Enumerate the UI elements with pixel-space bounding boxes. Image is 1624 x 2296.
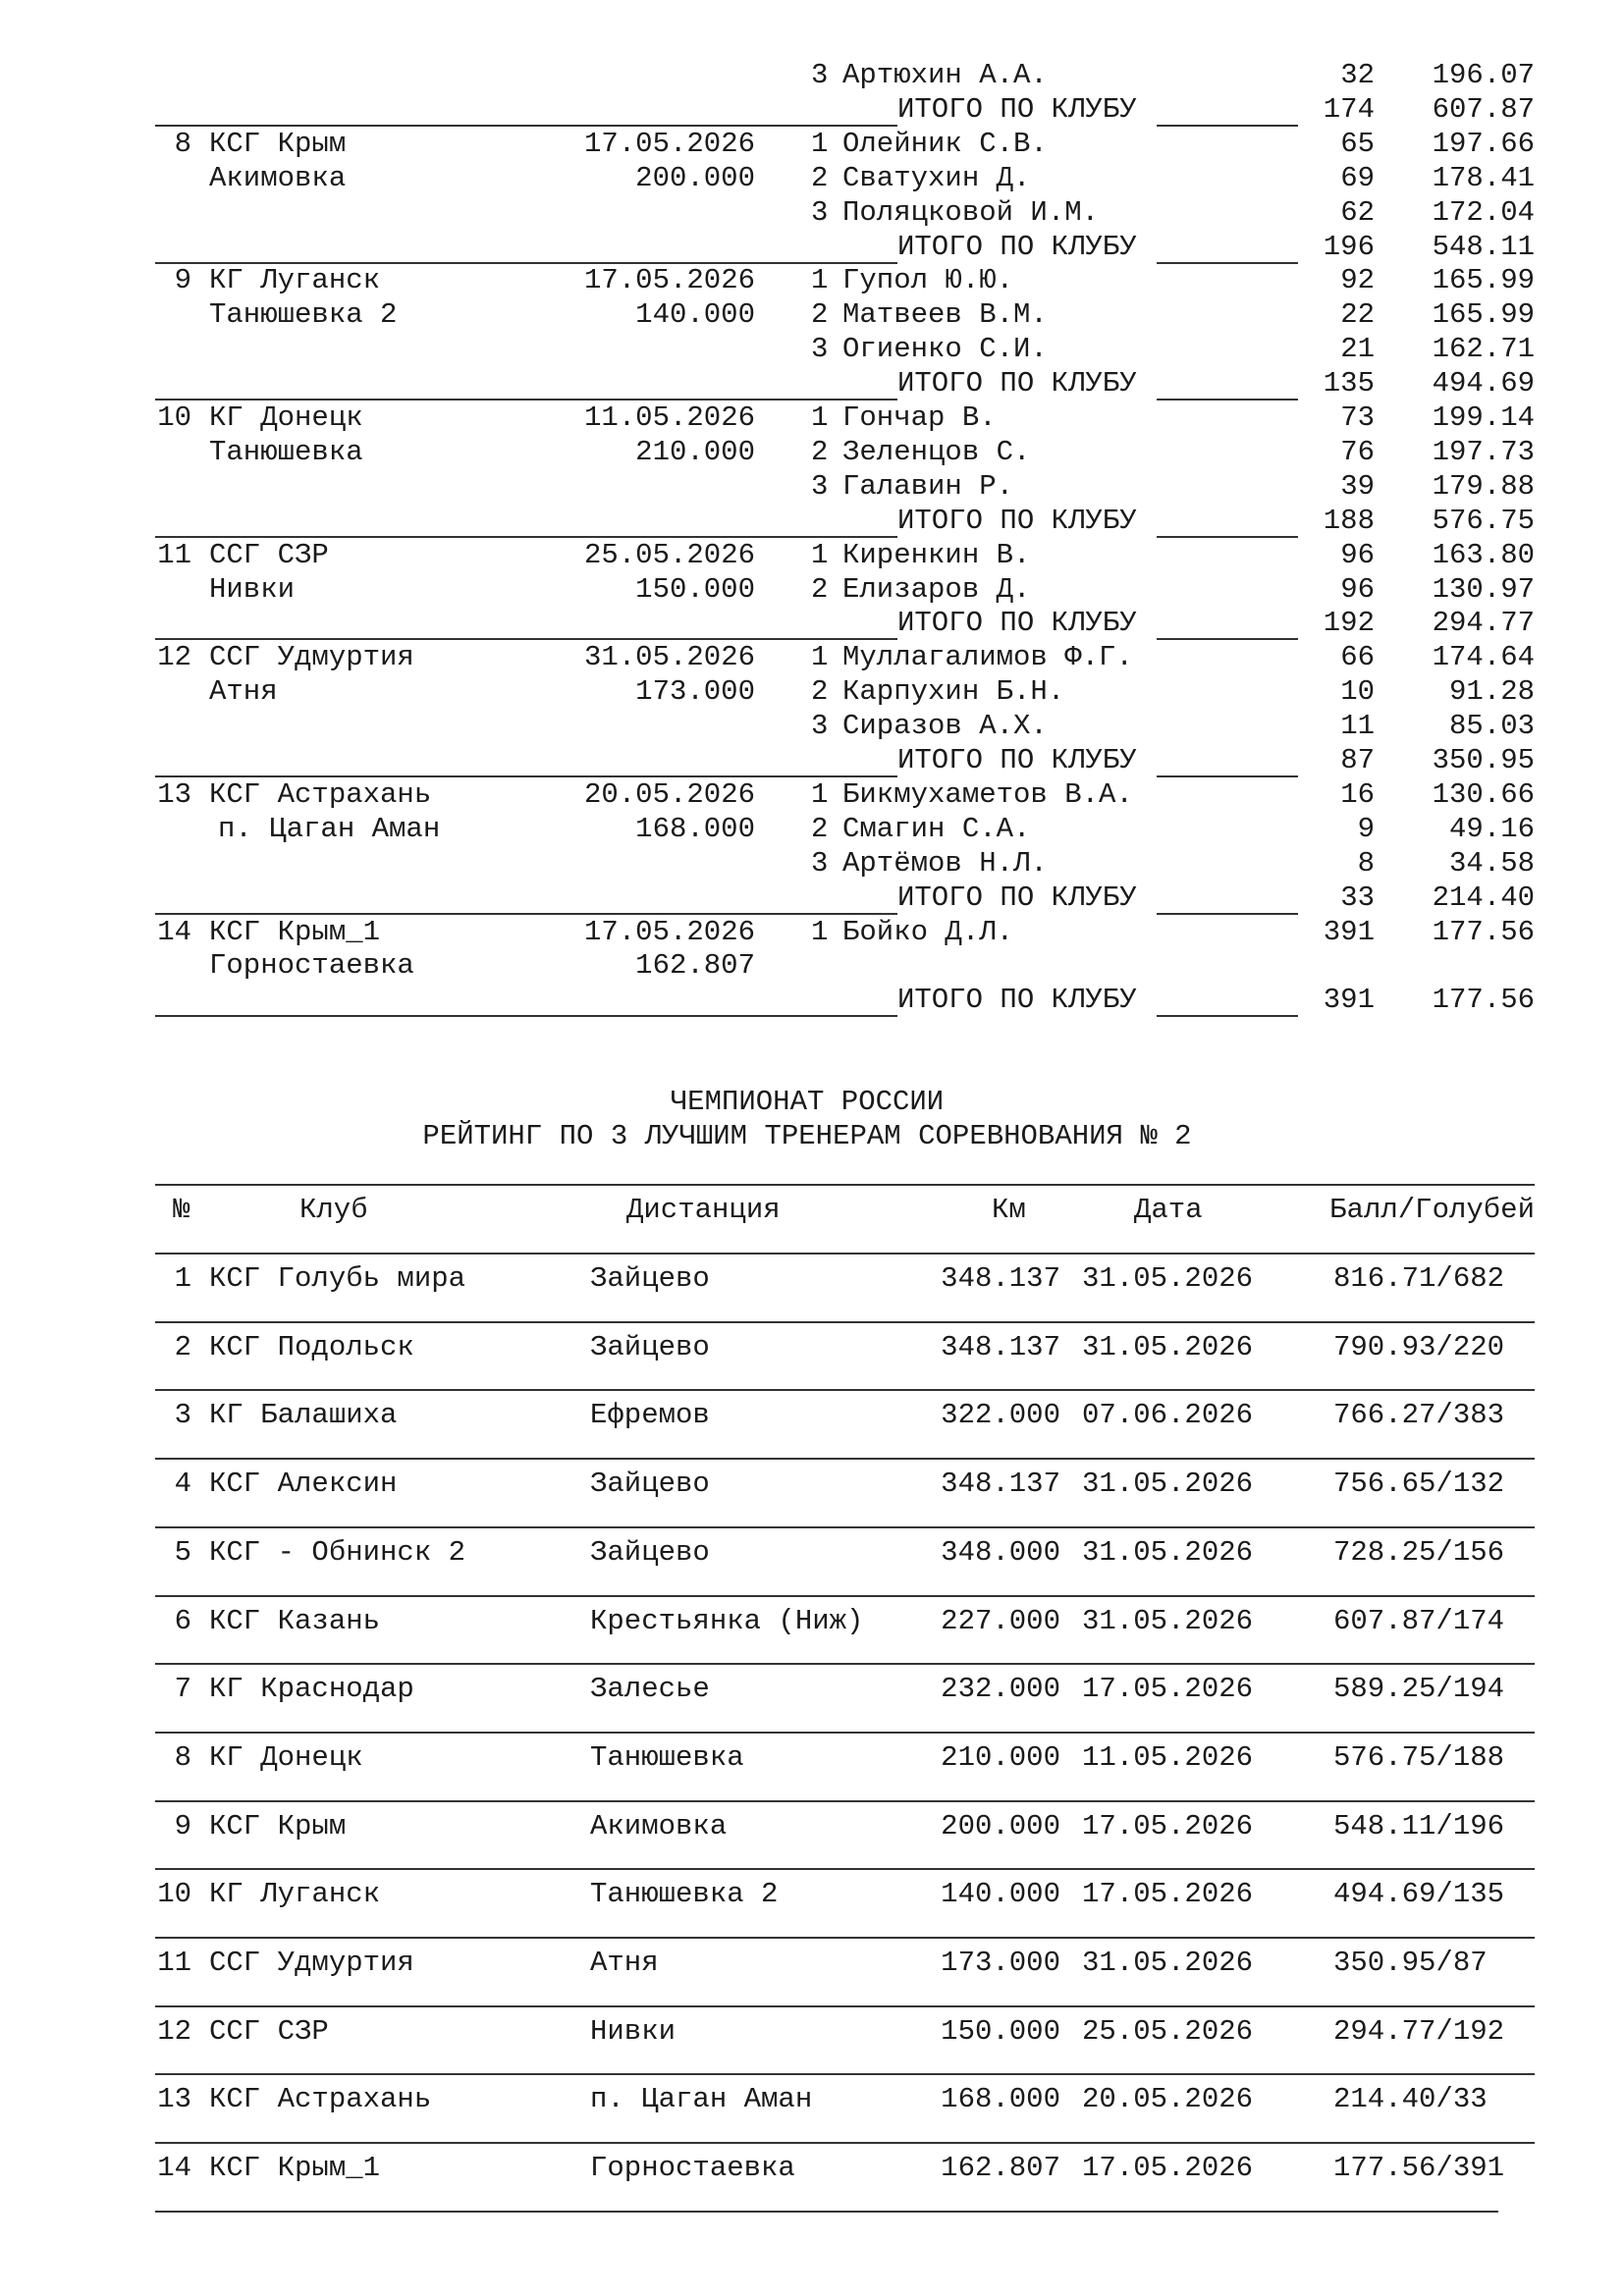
total-underline-right [1157, 399, 1298, 400]
total-underline-left [155, 125, 897, 127]
member-name: Муллагалимов Ф.Г. [842, 641, 1133, 674]
total-underline-left [155, 638, 897, 640]
rank-km: 322.000 [941, 1399, 1060, 1432]
rank-number: 2 [174, 1330, 191, 1363]
member-birds: 96 [1340, 572, 1375, 606]
ranking-row-rule [155, 1253, 1535, 1255]
rank-club: КСГ - Обнинск 2 [209, 1535, 466, 1569]
club-total-label: ИТОГО ПО КЛУБУ [897, 504, 1137, 537]
rank-date: 11.05.2026 [1082, 1740, 1254, 1774]
rank-score: 756.65/132 [1333, 1468, 1505, 1501]
rank-number: 1 [174, 1262, 191, 1295]
block-location: Танюшевка 2 [209, 298, 398, 332]
rank-date: 17.05.2026 [1082, 1809, 1254, 1842]
block-km: 168.000 [635, 812, 755, 845]
member-name: Гупол Ю.Ю. [842, 264, 1014, 297]
rank-distance: Нивки [590, 2014, 677, 2048]
member-score: 177.56 [1432, 915, 1535, 948]
rank-score: 790.93/220 [1333, 1330, 1505, 1363]
ranking-row-rule [155, 2073, 1535, 2075]
rank-date: 17.05.2026 [1082, 1878, 1254, 1911]
member-birds: 9 [1357, 812, 1375, 845]
rank-date: 31.05.2026 [1082, 1262, 1254, 1295]
club-total-birds: 33 [1340, 881, 1375, 914]
rank-km: 200.000 [941, 1809, 1060, 1842]
rank-date: 31.05.2026 [1082, 1604, 1254, 1637]
member-place: 2 [811, 435, 829, 468]
club-total-score: 294.77 [1432, 607, 1535, 640]
block-location: Танюшевка [209, 435, 363, 468]
member-birds: 22 [1340, 298, 1375, 332]
rank-club: КСГ Крым [209, 1809, 347, 1842]
ranking-row-rule [155, 2005, 1535, 2007]
club-total-score: 214.40 [1432, 881, 1535, 914]
total-underline-left [155, 399, 897, 400]
ranking-top-rule [155, 1184, 1535, 1186]
member-name: Бойко Д.Л. [842, 915, 1014, 948]
club-total-label: ИТОГО ПО КЛУБУ [897, 881, 1137, 914]
rank-score: 816.71/682 [1333, 1262, 1505, 1295]
club-total-score: 177.56 [1432, 984, 1535, 1017]
rank-number: 3 [174, 1399, 191, 1432]
member-score: 91.28 [1448, 675, 1535, 709]
ranking-row-rule [155, 1937, 1535, 1939]
member-birds: 391 [1323, 915, 1375, 948]
member-birds: 39 [1340, 469, 1375, 503]
total-underline-right [1157, 638, 1298, 640]
ranking-row-rule [155, 1458, 1535, 1460]
block-location: п. Цаган Аман [218, 812, 441, 845]
block-club-name: ССГ Удмуртия [209, 641, 414, 674]
rank-club: КГ Краснодар [209, 1673, 414, 1706]
ranking-row-rule [155, 1595, 1535, 1597]
member-score: 179.88 [1432, 469, 1535, 503]
member-place: 3 [811, 195, 829, 229]
rank-number: 11 [157, 1947, 191, 1979]
member-birds: 73 [1340, 401, 1375, 434]
total-underline-right [1157, 536, 1298, 538]
member-name: Галавин Р. [842, 469, 1014, 503]
rank-club: КСГ Казань [209, 1604, 381, 1637]
rank-club: КГ Балашиха [209, 1399, 398, 1432]
rank-distance: Зайцево [590, 1262, 710, 1295]
rank-date: 07.06.2026 [1082, 1399, 1254, 1432]
member-place: 1 [811, 641, 829, 674]
member-birds: 69 [1340, 161, 1375, 194]
member-name: Огиенко С.И. [842, 333, 1048, 366]
block-club-name: ССГ СЗР [209, 538, 329, 571]
rank-distance: Залесье [590, 1673, 710, 1706]
member-name: Артёмов Н.Л. [842, 846, 1048, 880]
member-place: 3 [811, 59, 829, 91]
member-birds: 11 [1340, 710, 1375, 743]
club-total-score: 576.75 [1432, 504, 1535, 537]
rank-distance: Танюшевка 2 [590, 1878, 779, 1911]
rank-date: 31.05.2026 [1082, 1535, 1254, 1569]
block-club-name: КГ Луганск [209, 264, 381, 297]
club-total-label: ИТОГО ПО КЛУБУ [897, 92, 1137, 126]
rank-number: 4 [174, 1468, 191, 1501]
block-club-name: КГ Донецк [209, 401, 363, 434]
block-number: 12 [157, 641, 191, 674]
block-date: 11.05.2026 [583, 401, 755, 434]
rank-club: КСГ Голубь мира [209, 1262, 466, 1295]
member-name: Бикмухаметов В.А. [842, 777, 1133, 811]
club-total-birds: 174 [1323, 92, 1375, 126]
rank-club: КСГ Подольск [209, 1330, 414, 1363]
member-score: 163.80 [1432, 538, 1535, 571]
member-name: Смагин С.А. [842, 812, 1031, 845]
total-underline-right [1157, 1015, 1298, 1017]
rank-number: 5 [174, 1535, 191, 1569]
rank-distance: Танюшевка [590, 1740, 744, 1774]
total-underline-left [155, 1015, 897, 1017]
block-date: 17.05.2026 [583, 127, 755, 160]
rank-club: КСГ Крым_1 [209, 2152, 381, 2185]
rank-club: КГ Донецк [209, 1740, 363, 1774]
member-birds: 32 [1340, 59, 1375, 91]
rank-number: 9 [174, 1809, 191, 1842]
member-score: 199.14 [1432, 401, 1535, 434]
ranking-subtitle: РЕЙТИНГ ПО 3 ЛУЧШИМ ТРЕНЕРАМ СОРЕВНОВАНИЯ № 2 [422, 1120, 1192, 1152]
rank-km: 227.000 [941, 1604, 1060, 1637]
member-place: 1 [811, 915, 829, 948]
rank-distance: Ефремов [590, 1399, 710, 1432]
member-score: 165.99 [1432, 298, 1535, 332]
ranking-row-rule [155, 1732, 1535, 1734]
rank-date: 31.05.2026 [1082, 1468, 1254, 1501]
rank-club: КСГ Астрахань [209, 2083, 432, 2116]
rank-km: 168.000 [941, 2083, 1060, 2116]
block-date: 31.05.2026 [583, 641, 755, 674]
club-total-label: ИТОГО ПО КЛУБУ [897, 230, 1137, 263]
member-score: 172.04 [1432, 195, 1535, 229]
rank-km: 210.000 [941, 1740, 1060, 1774]
rank-km: 232.000 [941, 1673, 1060, 1706]
club-total-birds: 196 [1323, 230, 1375, 263]
member-score: 34.58 [1448, 846, 1535, 880]
member-score: 196.07 [1432, 59, 1535, 91]
member-name: Олейник С.В. [842, 127, 1048, 160]
rank-date: 20.05.2026 [1082, 2083, 1254, 2116]
member-score: 85.03 [1448, 710, 1535, 743]
block-number: 14 [157, 915, 191, 948]
header-distance: Дистанция [626, 1194, 781, 1226]
total-underline-right [1157, 125, 1298, 127]
rank-date: 31.05.2026 [1082, 1947, 1254, 1979]
header-club: Клуб [299, 1194, 368, 1226]
member-score: 49.16 [1448, 812, 1535, 845]
rank-km: 150.000 [941, 2014, 1060, 2048]
block-km: 210.000 [635, 435, 755, 468]
member-score: 197.73 [1432, 435, 1535, 468]
rank-club: КСГ Алексин [209, 1468, 398, 1501]
member-place: 1 [811, 264, 829, 297]
block-km: 173.000 [635, 675, 755, 709]
rank-distance: Горностаевка [590, 2152, 795, 2185]
ranking-row-rule [155, 1526, 1535, 1528]
member-name: Матвеев В.М. [842, 298, 1048, 332]
member-name: Киренкин В. [842, 538, 1031, 571]
member-birds: 96 [1340, 538, 1375, 571]
rank-distance: п. Цаган Аман [590, 2083, 813, 2116]
club-total-score: 548.11 [1432, 230, 1535, 263]
block-km: 162.807 [635, 949, 755, 983]
member-score: 130.66 [1432, 777, 1535, 811]
member-place: 1 [811, 538, 829, 571]
block-km: 150.000 [635, 572, 755, 606]
member-score: 178.41 [1432, 161, 1535, 194]
ranking-row-rule [155, 1868, 1535, 1870]
member-birds: 65 [1340, 127, 1375, 160]
club-total-birds: 188 [1323, 504, 1375, 537]
rank-km: 173.000 [941, 1947, 1060, 1979]
rank-km: 348.000 [941, 1535, 1060, 1569]
rank-km: 348.137 [941, 1468, 1060, 1501]
rank-distance: Зайцево [590, 1535, 710, 1569]
member-score: 130.97 [1432, 572, 1535, 606]
block-number: 8 [174, 127, 191, 160]
block-club-name: КСГ Астрахань [209, 777, 432, 811]
rank-distance: Зайцево [590, 1330, 710, 1363]
rank-km: 162.807 [941, 2152, 1060, 2185]
rank-number: 12 [157, 2014, 191, 2048]
block-date: 17.05.2026 [583, 915, 755, 948]
block-number: 13 [157, 777, 191, 811]
rank-date: 17.05.2026 [1082, 1673, 1254, 1706]
member-name: Поляцковой И.М. [842, 195, 1100, 229]
rank-score: 548.11/196 [1333, 1809, 1505, 1842]
member-name: Сиразов А.Х. [842, 710, 1048, 743]
club-total-label: ИТОГО ПО КЛУБУ [897, 367, 1137, 400]
rank-club: ССГ Удмуртия [209, 1947, 414, 1979]
block-number: 11 [157, 538, 191, 571]
club-total-score: 607.87 [1432, 92, 1535, 126]
block-km: 140.000 [635, 298, 755, 332]
club-total-score: 350.95 [1432, 744, 1535, 776]
member-score: 174.64 [1432, 641, 1535, 674]
member-birds: 62 [1340, 195, 1375, 229]
member-place: 1 [811, 401, 829, 434]
block-number: 9 [174, 264, 191, 297]
rank-number: 8 [174, 1740, 191, 1774]
rank-date: 17.05.2026 [1082, 2152, 1254, 2185]
club-total-birds: 391 [1323, 984, 1375, 1017]
club-total-score: 494.69 [1432, 367, 1535, 400]
member-name: Сватухин Д. [842, 161, 1031, 194]
total-underline-right [1157, 262, 1298, 264]
rank-score: 350.95/87 [1333, 1947, 1488, 1979]
member-name: Зеленцов С. [842, 435, 1031, 468]
member-birds: 76 [1340, 435, 1375, 468]
member-place: 3 [811, 710, 829, 743]
member-birds: 92 [1340, 264, 1375, 297]
member-birds: 21 [1340, 333, 1375, 366]
rank-number: 6 [174, 1604, 191, 1637]
ranking-row-rule [155, 1663, 1535, 1665]
block-date: 17.05.2026 [583, 264, 755, 297]
member-place: 1 [811, 777, 829, 811]
member-birds: 16 [1340, 777, 1375, 811]
member-birds: 8 [1357, 846, 1375, 880]
member-name: Карпухин Б.Н. [842, 675, 1065, 709]
member-birds: 10 [1340, 675, 1375, 709]
total-underline-left [155, 262, 897, 264]
block-date: 25.05.2026 [583, 538, 755, 571]
header-date: Дата [1134, 1194, 1203, 1226]
rank-score: 177.56/391 [1333, 2152, 1505, 2185]
member-score: 162.71 [1432, 333, 1535, 366]
member-place: 2 [811, 298, 829, 332]
member-place: 2 [811, 675, 829, 709]
member-birds: 66 [1340, 641, 1375, 674]
member-place: 3 [811, 333, 829, 366]
rank-score: 589.25/194 [1333, 1673, 1505, 1706]
club-total-birds: 192 [1323, 607, 1375, 640]
member-place: 2 [811, 572, 829, 606]
block-location: Акимовка [209, 161, 347, 194]
rank-number: 13 [157, 2083, 191, 2116]
member-name: Артюхин А.А. [842, 59, 1048, 91]
member-place: 2 [811, 812, 829, 845]
rank-score: 728.25/156 [1333, 1535, 1505, 1569]
rank-club: КГ Луганск [209, 1878, 381, 1911]
rank-score: 766.27/383 [1333, 1399, 1505, 1432]
club-total-label: ИТОГО ПО КЛУБУ [897, 984, 1137, 1017]
member-score: 165.99 [1432, 264, 1535, 297]
total-underline-right [1157, 775, 1298, 777]
member-place: 1 [811, 127, 829, 160]
rank-distance: Атня [590, 1947, 659, 1979]
rank-km: 348.137 [941, 1330, 1060, 1363]
block-km: 200.000 [635, 161, 755, 194]
rank-km: 140.000 [941, 1878, 1060, 1911]
club-total-label: ИТОГО ПО КЛУБУ [897, 744, 1137, 776]
member-place: 3 [811, 469, 829, 503]
block-location: Атня [209, 675, 278, 709]
ranking-row-rule [155, 2142, 1535, 2144]
block-club-name: КСГ Крым [209, 127, 347, 160]
rank-club: ССГ СЗР [209, 2014, 329, 2048]
ranking-title: ЧЕМПИОНАТ РОССИИ [670, 1086, 945, 1118]
rank-number: 14 [157, 2152, 191, 2185]
rank-number: 7 [174, 1673, 191, 1706]
ranking-bottom-rule [155, 2211, 1498, 2213]
header-score: Балл/Голубей [1329, 1194, 1535, 1226]
rank-score: 607.87/174 [1333, 1604, 1505, 1637]
total-underline-left [155, 536, 897, 538]
club-total-label: ИТОГО ПО КЛУБУ [897, 607, 1137, 640]
rank-distance: Зайцево [590, 1468, 710, 1501]
member-name: Елизаров Д. [842, 572, 1031, 606]
member-place: 3 [811, 846, 829, 880]
header-num: № [173, 1194, 190, 1226]
member-score: 197.66 [1432, 127, 1535, 160]
rank-score: 494.69/135 [1333, 1878, 1505, 1911]
rank-score: 576.75/188 [1333, 1740, 1505, 1774]
rank-score: 214.40/33 [1333, 2083, 1488, 2116]
member-name: Гончар В. [842, 401, 997, 434]
block-location: Горностаевка [209, 949, 414, 983]
rank-date: 25.05.2026 [1082, 2014, 1254, 2048]
block-club-name: КСГ Крым_1 [209, 915, 381, 948]
ranking-row-rule [155, 1321, 1535, 1323]
block-location: Нивки [209, 572, 296, 606]
rank-number: 10 [157, 1878, 191, 1911]
rank-distance: Крестьянка (Ниж) [590, 1604, 864, 1637]
ranking-row-rule [155, 1389, 1535, 1391]
rank-km: 348.137 [941, 1262, 1060, 1295]
rank-date: 31.05.2026 [1082, 1330, 1254, 1363]
club-total-birds: 135 [1323, 367, 1375, 400]
block-date: 20.05.2026 [583, 777, 755, 811]
rank-score: 294.77/192 [1333, 2014, 1505, 2048]
total-underline-left [155, 775, 897, 777]
total-underline-left [155, 913, 897, 915]
ranking-row-rule [155, 1800, 1535, 1802]
member-place: 2 [811, 161, 829, 194]
rank-distance: Акимовка [590, 1809, 728, 1842]
block-number: 10 [157, 401, 191, 434]
header-km: Км [992, 1194, 1026, 1226]
total-underline-right [1157, 913, 1298, 915]
club-total-birds: 87 [1340, 744, 1375, 776]
